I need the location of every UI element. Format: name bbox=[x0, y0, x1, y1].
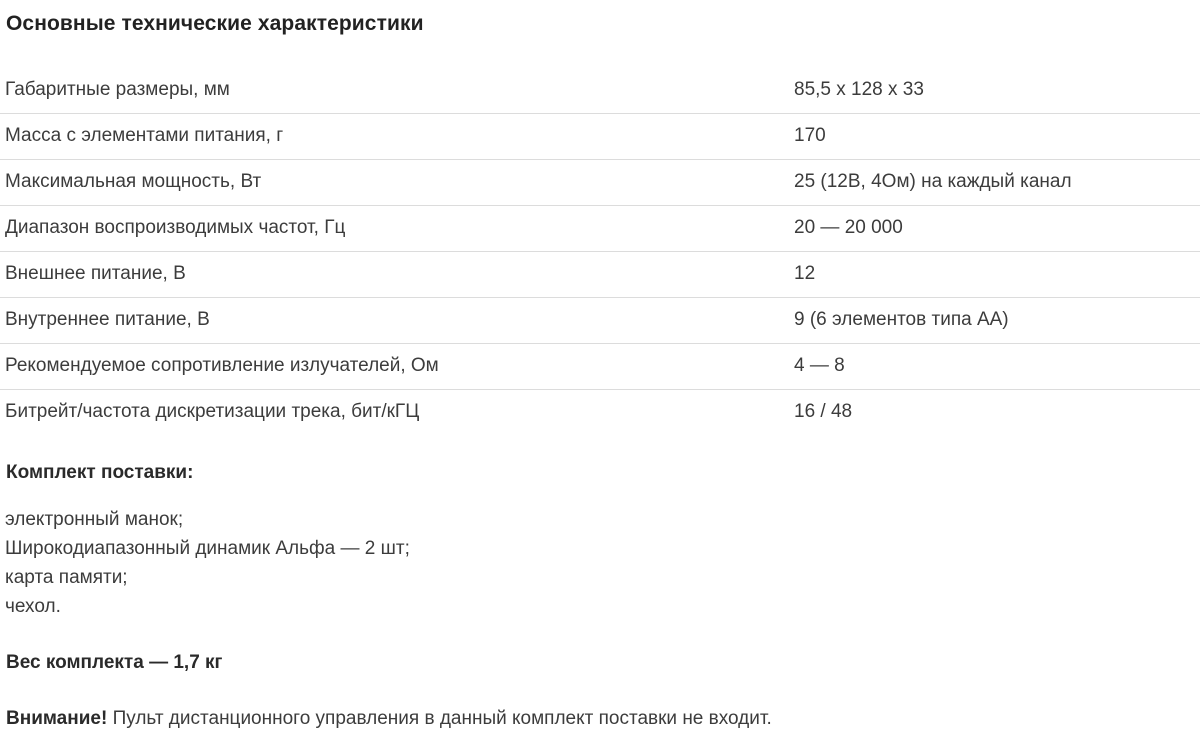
table-row bbox=[0, 251, 1200, 297]
spec-value: 20 — 20 000 bbox=[794, 217, 903, 238]
spec-value: 25 (12В, 4Ом) на каждый канал bbox=[794, 171, 1072, 192]
spec-value: 85,5 х 128 х 33 bbox=[794, 78, 924, 100]
table-row bbox=[0, 67, 1200, 113]
spec-param: Габаритные размеры, мм bbox=[5, 78, 230, 100]
spec-value: 9 (6 элементов типа АА) bbox=[794, 309, 1009, 330]
specs-table bbox=[0, 67, 1200, 435]
list-item: Широкодиапазонный динамик Альфа — 2 шт; bbox=[5, 538, 410, 559]
spec-param: Внутреннее питание, В bbox=[5, 309, 210, 330]
page-title: Основные технические характеристики bbox=[6, 12, 424, 35]
list-item: карта памяти; bbox=[5, 567, 128, 588]
list-item: электронный манок; bbox=[5, 509, 184, 530]
table-row bbox=[0, 159, 1200, 205]
kit-list bbox=[5, 505, 410, 621]
spec-value: 170 bbox=[794, 125, 826, 146]
spec-param: Внешнее питание, В bbox=[5, 263, 186, 284]
spec-value: 12 bbox=[794, 263, 816, 284]
table-row bbox=[0, 113, 1200, 159]
spec-param: Битрейт/частота дискретизации трека, бит/кГЦ bbox=[5, 401, 420, 423]
attention-label: Внимание! bbox=[6, 708, 108, 729]
spec-param: Диапазон воспроизводимых частот, Гц bbox=[5, 217, 346, 238]
table-row bbox=[0, 297, 1200, 343]
spec-param: Рекомендуемое сопротивление излучателей, Ом bbox=[5, 355, 439, 376]
attention-note bbox=[6, 708, 772, 730]
spec-value: 4 — 8 bbox=[794, 355, 845, 376]
list-item: чехол. bbox=[5, 596, 61, 617]
spec-param: Максимальная мощность, Вт bbox=[5, 171, 262, 192]
table-row bbox=[0, 389, 1200, 435]
kit-weight: Вес комплекта — 1,7 кг bbox=[6, 652, 223, 673]
table-row bbox=[0, 343, 1200, 389]
spec-value: 16 / 48 bbox=[794, 401, 853, 423]
kit-title: Комплект поставки: bbox=[6, 462, 194, 483]
attention-text: Пульт дистанционного управления в данный комплект поставки не входит. bbox=[107, 708, 772, 729]
spec-param: Масса с элементами питания, г bbox=[5, 125, 284, 146]
table-row bbox=[0, 205, 1200, 251]
